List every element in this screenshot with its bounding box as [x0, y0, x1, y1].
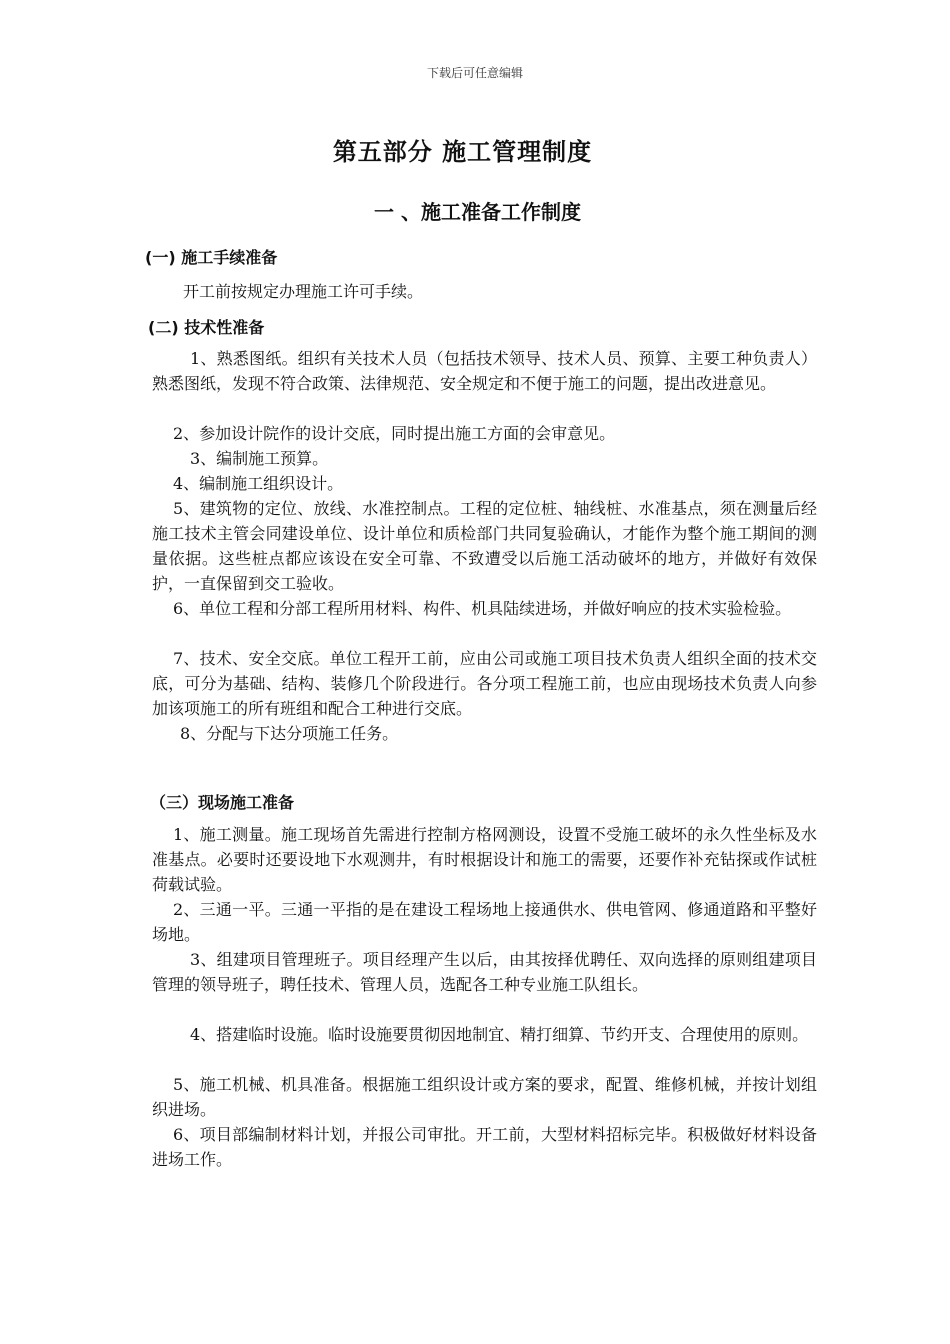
- paragraph: 6、单位工程和分部工程所用材料、构件、机具陆续进场，并做好响应的技术实验检验。: [173, 599, 792, 618]
- heading-site-preparation: （三）现场施工准备: [150, 793, 295, 812]
- paragraph: 开工前按规定办理施工许可手续。: [183, 282, 424, 301]
- paragraph: 8、分配与下达分项施工任务。: [180, 724, 399, 743]
- paragraph: 1、施工测量。施工现场首先需进行控制方格网测设，设置不受施工破坏的永久性坐标及水准基点。必要时还要设地下水观测井，有时根据设计和施工的需要，还要作补充钻探或作试桩荷载试验。: [152, 825, 817, 894]
- paragraph: 1、熟悉图纸。组织有关技术人员（包括技术领导、技术人员、预算、主要工种负责人）熟悉图纸，发现不符合政策、法律规范、安全规定和不便于施工的问题，提出改进意见。: [152, 349, 817, 393]
- paragraph: 4、编制施工组织设计。: [173, 474, 344, 493]
- paragraph: 2、三通一平。三通一平指的是在建设工程场地上接通供水、供电管网、修通道路和平整好场地。: [152, 900, 817, 944]
- paragraph: 5、建筑物的定位、放线、水准控制点。工程的定位桩、轴线桩、水准基点，须在测量后经施工技术主管会同建设单位、设计单位和质检部门共同复验确认，才能作为整个施工期间的测量依据。这些桩点都应该设在安全可靠、不致遭受以后施工活动破坏的地方，并做好有效保护，一直保留到交工验收。: [152, 499, 817, 593]
- header-note: 下载后可任意编辑: [426, 66, 523, 80]
- paragraph: 3、组建项目管理班子。项目经理产生以后，由其按择优聘任、双向选择的原则组建项目管理的领导班子，聘任技术、管理人员，选配各工种专业施工队组长。: [152, 950, 817, 994]
- paragraph: 7、技术、安全交底。单位工程开工前，应由公司或施工项目技术负责人组织全面的技术交底，可分为基础、结构、装修几个阶段进行。各分项工程施工前，也应由现场技术负责人向参加该项施工的所有班组和配合工种进行交底。: [152, 649, 817, 718]
- paragraph: 3、编制施工预算。: [190, 449, 329, 468]
- paragraph: 5、施工机械、机具准备。根据施工组织设计或方案的要求，配置、维修机械，并按计划组织进场。: [152, 1075, 817, 1119]
- paragraph: 4、搭建临时设施。临时设施要贯彻因地制宜、精打细算、节约开支、合理使用的原则。: [190, 1025, 809, 1044]
- section-title: 一 、施工准备工作制度: [374, 200, 581, 224]
- paragraph: 6、项目部编制材料计划，并报公司审批。开工前，大型材料招标完毕。积极做好材料设备进场工作。: [152, 1125, 817, 1169]
- heading-technical-preparation: (二) 技术性准备: [148, 318, 265, 337]
- paragraph: 2、参加设计院作的设计交底，同时提出施工方面的会审意见。: [173, 424, 616, 443]
- page-title: 第五部分 施工管理制度: [332, 138, 593, 166]
- heading-procedure-preparation: (一) 施工手续准备: [145, 248, 278, 267]
